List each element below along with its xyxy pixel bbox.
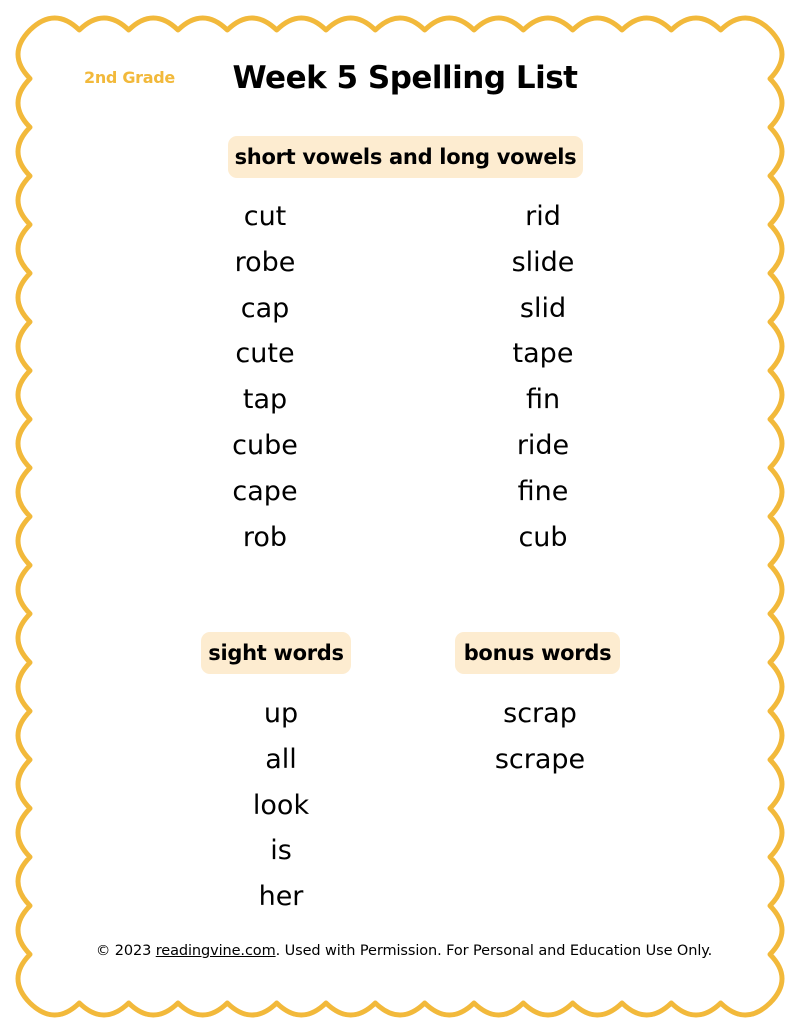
word-item: cape [232, 475, 298, 507]
word-item: is [270, 835, 292, 867]
word-item: rob [242, 521, 288, 553]
word-item: slide [511, 246, 575, 278]
copyright-suffix: . Used with Permission. For Personal and Education Use Only. [275, 943, 713, 959]
word-item: all [265, 743, 297, 775]
word-item: cub [518, 521, 568, 553]
word-item: cute [235, 338, 295, 370]
source-link[interactable]: readingvine.com [155, 943, 276, 959]
word-item: cap [240, 292, 290, 324]
word-item: look [252, 789, 310, 821]
word-item: rid [525, 201, 561, 232]
word-item: her [258, 881, 304, 913]
word-item: scrape [494, 743, 586, 775]
sight-word-list [171, 691, 391, 920]
copyright-footer [0, 943, 800, 959]
word-list-right [433, 194, 653, 560]
word-item: ride [516, 429, 570, 461]
word-list-left [155, 194, 375, 560]
section-label-short-long-vowels: short vowels and long vowels [228, 136, 583, 178]
section-label-bonus-words: bonus words [455, 632, 620, 674]
copyright-prefix: © 2023 [95, 943, 156, 959]
word-item: tape [512, 338, 574, 370]
word-item: scrap [503, 698, 577, 729]
grade-label: 2nd Grade [84, 68, 175, 87]
page-title: Week 5 Spelling List [232, 60, 578, 96]
word-item: robe [234, 246, 296, 278]
section-label-sight-words: sight words [201, 632, 351, 674]
word-item: cut [243, 201, 287, 232]
word-item: fin [525, 384, 561, 416]
word-item: cube [232, 429, 298, 461]
word-item: tap [242, 384, 288, 416]
bonus-word-list [430, 691, 650, 783]
word-item: slid [519, 292, 567, 324]
word-item: up [263, 698, 299, 729]
word-item: fine [517, 475, 569, 507]
